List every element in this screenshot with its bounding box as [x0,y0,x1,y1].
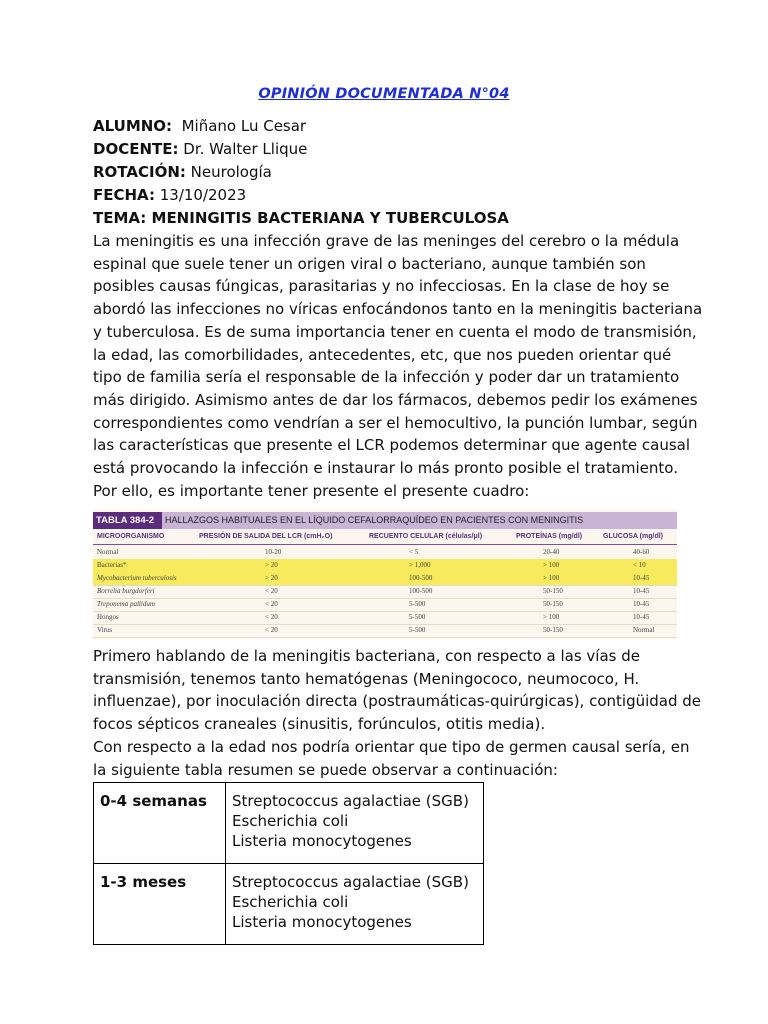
lcr-cell-prot: > 100 [543,561,560,569]
age-range-cell: 1-3 meses [94,864,226,945]
alumno-label: ALUMNO: [93,117,173,135]
germ-list-cell [226,864,484,945]
lcr-table-tag: TABLA 384-2 [93,512,162,529]
lcr-cell-cel: 5-500 [409,626,426,634]
paragraph-line: abordó las infecciones no víricas enfocándonos tanto en la meningitis bacteriana [93,300,703,319]
germ-name: Streptococcus agalactiae (SGB) [232,792,469,810]
lcr-cell-pres: > 20 [265,561,278,569]
lcr-cell-org: Virus [97,626,113,634]
paragraph-line: la edad, las comorbilidades, antecedentes, etc, que nos pueden orientar qué [93,345,672,364]
paragraph-line: las características que presente el LCR podemos determinar que agente causal [93,436,691,455]
lcr-cell-glu: 10-45 [633,600,650,608]
lcr-cell-org: Normal [97,548,119,556]
lcr-table-row [93,546,677,560]
lcr-cell-pres: 10-20 [265,548,282,556]
lcr-cell-glu: 10-45 [633,574,650,582]
intro-paragraph [93,230,703,502]
lcr-cell-org: Treponema pallidum [97,600,155,608]
document-title: OPINIÓN DOCUMENTADA N°04 [258,86,510,102]
rotacion-value: Neurología [190,163,272,181]
lcr-column-header: PRESIÓN DE SALIDA DEL LCR (cmH₂O) [199,533,333,540]
lcr-column-header: RECUENTO CELULAR (células/μl) [369,533,483,540]
lcr-cell-prot: > 100 [543,574,560,582]
age-table-row [94,783,484,864]
paragraph-line: posibles causas fúngicas, parasitarias y no infecciosas. En la clase de hoy se [93,277,670,296]
paragraph-line: y tuberculosa. Es de suma importancia tener en cuenta el modo de transmisión, [93,322,697,341]
germ-name: Streptococcus agalactiae (SGB) [232,873,469,891]
lcr-cell-org: Hongos [97,613,119,621]
paragraph-line: influenzae), por inoculación directa (postraumáticas-quirúrgicas), contigüidad de [93,692,702,711]
meta-rotacion [93,161,272,184]
meta-docente [93,138,307,161]
lcr-cell-pres: < 20 [265,600,278,608]
paragraph-line: correspondientes como vendrían a ser el hemocultivo, la punción lumbar, según [93,413,698,432]
germ-name: Listeria monocytogenes [232,913,412,931]
age-table-row [94,864,484,945]
lcr-findings-table [93,509,677,639]
age-range-cell: 0-4 semanas [94,783,226,864]
lcr-cell-cel: 5-500 [409,613,426,621]
lcr-cell-cel: 100-500 [409,587,433,595]
lcr-cell-pres: < 20 [265,613,278,621]
lcr-cell-pres: > 20 [265,574,278,582]
germ-list-cell [226,783,484,864]
lcr-cell-glu: < 10 [633,561,646,569]
lcr-table-row [93,572,677,586]
paragraph-line: la siguiente tabla resumen se puede observar a continuación: [93,760,558,779]
lcr-table-row [93,598,677,612]
paragraph-line: más dirigido. Asimismo antes de dar los fármacos, debemos pedir los exámenes [93,390,698,409]
paragraph-line: espinal que suele tener un origen viral o bacteriano, aunque también son [93,254,646,273]
transmission-paragraph [93,645,702,781]
lcr-table-row [93,611,677,625]
lcr-cell-prot: 50-150 [543,587,563,595]
paragraph-line: transmisión, tenemos tanto hematógenas (Meningococo, neumococo, H. [93,669,640,688]
lcr-column-header: GLUCOSA (mg/dl) [603,533,664,540]
germ-name: Escherichia coli [232,812,349,830]
paragraph-line: Por ello, es importante tener presente el presente cuadro: [93,481,530,500]
lcr-table-row [93,585,677,599]
age-germ-table [93,782,484,945]
paragraph-line: tipo de familia sería el responsable de la infección y poder dar un tratamiento [93,368,680,387]
paragraph-line: Primero hablando de la meningitis bacteriana, con respecto a las vías de [93,647,640,665]
lcr-cell-glu: 10-45 [633,613,650,621]
paragraph-line: La meningitis es una infección grave de las meninges del cerebro o la médula [93,232,680,250]
lcr-cell-prot: > 100 [543,613,560,621]
lcr-cell-pres: < 20 [265,626,278,634]
paragraph-line: está provocando la infección e instaurar lo más pronto posible el tratamiento. [93,459,678,478]
lcr-table-caption: HALLAZGOS HABITUALES EN EL LÍQUIDO CEFALORRAQUÍDEO EN PACIENTES CON MENINGITIS [165,515,584,525]
docente-label: DOCENTE: [93,140,179,158]
lcr-cell-prot: 50-150 [543,626,563,634]
lcr-cell-glu: 40-60 [633,548,650,556]
docente-value: Dr. Walter Llique [183,140,308,158]
lcr-cell-cel: > 1,000 [409,561,431,569]
paragraph-line: focos sépticos craneales (sinusitis, forúnculos, otitis media). [93,715,546,734]
lcr-cell-org: Borrelia burgdorferi [97,587,155,595]
meta-tema [93,207,509,230]
lcr-table-header [93,512,677,529]
germ-name: Listeria monocytogenes [232,832,412,850]
lcr-column-header: MICROORGANISMO [97,533,165,540]
lcr-cell-cel: < 5 [409,548,419,556]
meta-fecha [93,184,246,207]
lcr-cell-cel: 100-500 [409,574,433,582]
rotacion-label: ROTACIÓN: [93,163,186,181]
lcr-column-header: PROTEÍNAS (mg/dl) [516,533,583,540]
lcr-table-row [93,559,677,573]
lcr-cell-glu: Normal [633,626,655,634]
lcr-cell-prot: 20-40 [543,548,560,556]
lcr-cell-org: Mycobacterium tuberculosis [97,574,177,582]
tema-heading: TEMA: MENINGITIS BACTERIANA Y TUBERCULOSA [93,209,509,227]
lcr-cell-glu: 10-45 [633,587,650,595]
alumno-value: Miñano Lu Cesar [181,117,307,135]
lcr-column-headers [93,530,677,545]
germ-name: Escherichia coli [232,893,349,911]
fecha-label: FECHA: [93,186,155,204]
fecha-value: 13/10/2023 [159,186,247,204]
lcr-cell-cel: 5-500 [409,600,426,608]
lcr-cell-org: Bacterias* [97,561,127,569]
lcr-cell-pres: < 20 [265,587,278,595]
lcr-cell-prot: 50-150 [543,600,563,608]
paragraph-line: Con respecto a la edad nos podría orientar que tipo de germen causal sería, en [93,737,690,756]
meta-alumno [93,115,306,138]
lcr-table-row [93,624,677,638]
